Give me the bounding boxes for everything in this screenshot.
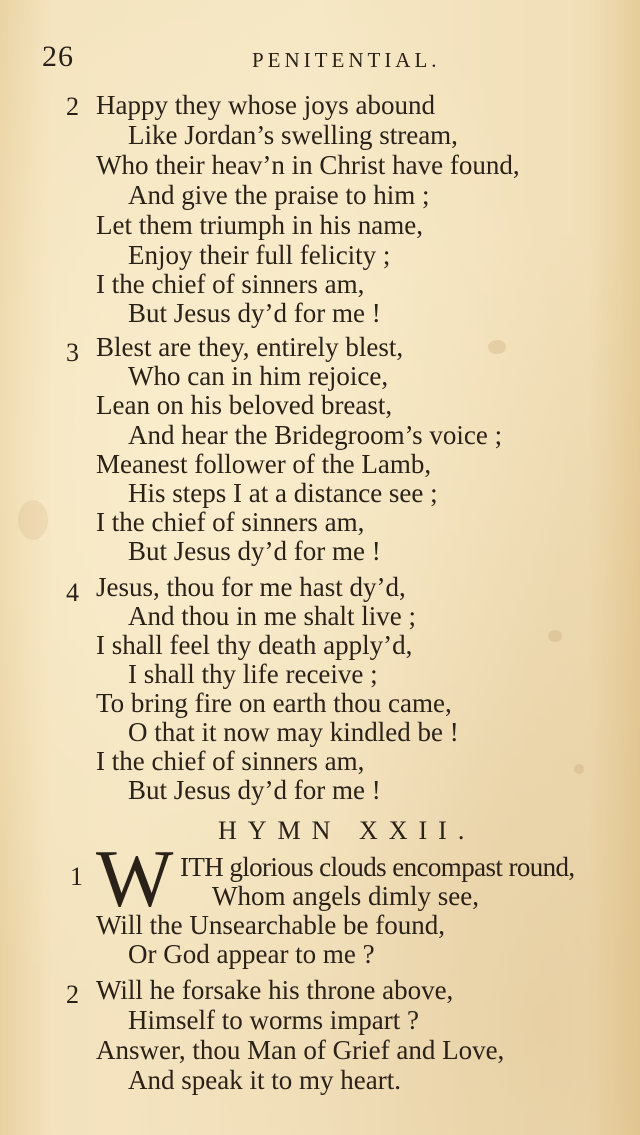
verse-line: O that it now may kindled be ! bbox=[128, 717, 459, 747]
drop-cap: W bbox=[96, 833, 174, 924]
verse-line: But Jesus dy’d for me ! bbox=[128, 536, 381, 566]
verse-line: His steps I at a distance see ; bbox=[128, 478, 438, 508]
stanza-number: 4 bbox=[66, 578, 79, 607]
verse-line: Will he forsake his throne above, bbox=[96, 975, 454, 1005]
verse-line: And give the praise to him ; bbox=[128, 180, 430, 210]
verse-line: To bring fire on earth thou came, bbox=[96, 688, 452, 718]
verse-line: I shall feel thy death apply’d, bbox=[96, 630, 413, 660]
verse-line: Lean on his beloved breast, bbox=[96, 390, 393, 420]
paper-stain bbox=[18, 500, 48, 540]
verse-line: Enjoy their full felicity ; bbox=[128, 240, 391, 270]
stanza-number: 3 bbox=[66, 338, 79, 367]
stanza-number: 1 bbox=[70, 862, 83, 891]
verse-line: Who their heav’n in Christ have found, bbox=[96, 150, 520, 180]
verse-line: I the chief of sinners am, bbox=[96, 507, 365, 537]
verse-line: Jesus, thou for me hast dy’d, bbox=[96, 572, 406, 602]
verse-line: I the chief of sinners am, bbox=[96, 746, 365, 776]
verse-line: Himself to worms impart ? bbox=[128, 1005, 419, 1035]
verse-line: But Jesus dy’d for me ! bbox=[128, 775, 381, 805]
verse-line: Happy they whose joys abound bbox=[96, 90, 435, 120]
page-header bbox=[0, 40, 640, 80]
verse-line: Will the Unsearchable be found, bbox=[96, 910, 446, 940]
verse-line: And hear the Bridegroom’s voice ; bbox=[128, 420, 503, 450]
running-head: PENITENTIAL. bbox=[252, 48, 441, 72]
verse-line: I the chief of sinners am, bbox=[96, 269, 365, 299]
verse-line: I shall thy life receive ; bbox=[128, 659, 378, 689]
hymn-title: HYMN XXII. bbox=[218, 816, 476, 845]
verse-line: And speak it to my heart. bbox=[128, 1065, 401, 1095]
paper-stain bbox=[488, 340, 506, 354]
stanza-number: 2 bbox=[66, 92, 79, 121]
verse-line: Who can in him rejoice, bbox=[128, 361, 389, 391]
paper-stain bbox=[574, 764, 584, 774]
stanza-number: 2 bbox=[66, 980, 79, 1009]
verse-line: Whom angels dimly see, bbox=[212, 881, 479, 911]
verse-line: Like Jordan’s swelling stream, bbox=[128, 120, 458, 150]
verse-line: Meanest follower of the Lamb, bbox=[96, 449, 432, 479]
verse-line: Or God appear to me ? bbox=[128, 939, 375, 969]
verse-line: Blest are they, entirely blest, bbox=[96, 332, 404, 362]
page-number: 26 bbox=[42, 40, 74, 73]
paper-stain bbox=[548, 630, 562, 642]
verse-line: ITH glorious clouds encompast round, bbox=[180, 852, 575, 882]
verse-line: And thou in me shalt live ; bbox=[128, 601, 416, 631]
verse-line: Answer, thou Man of Grief and Love, bbox=[96, 1035, 505, 1065]
verse-line: But Jesus dy’d for me ! bbox=[128, 298, 381, 328]
verse-line: Let them triumph in his name, bbox=[96, 210, 423, 240]
